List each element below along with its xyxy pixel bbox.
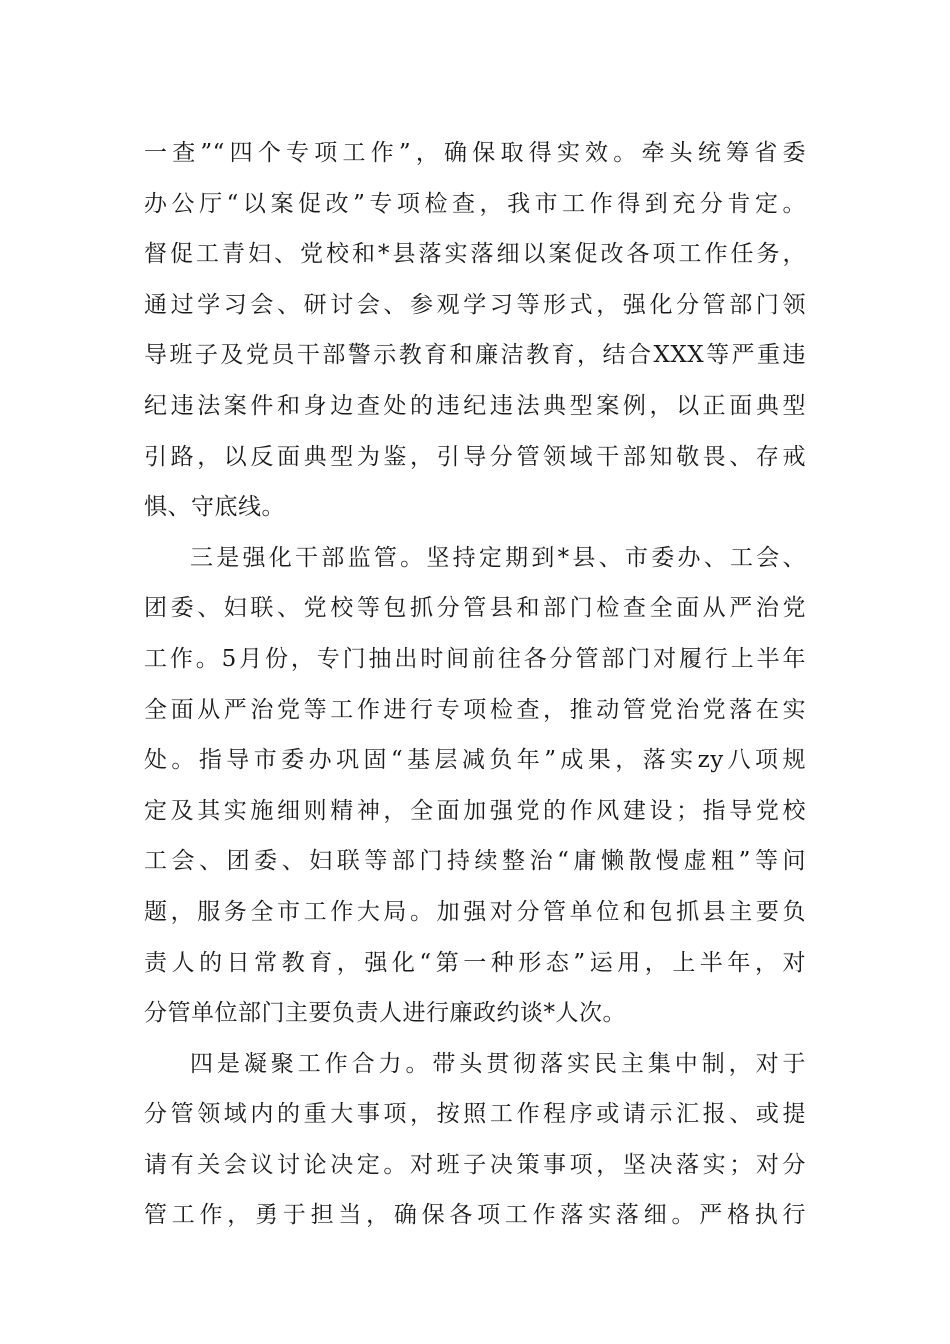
text-line: 全面从严治党等工作进行专项检查，推动管党治党落在实 bbox=[144, 696, 806, 723]
text-line: 三是强化干部监管。坚持定期到*县、市委办、工会、 bbox=[190, 544, 806, 571]
text-line: 题，服务全市工作大局。加强对分管单位和包抓县主要负 bbox=[144, 898, 806, 925]
text-line: 引路，以反面典型为鉴，引导分管领域干部知敬畏、存戒 bbox=[144, 443, 806, 470]
paragraph-work-synergy bbox=[144, 1039, 806, 1241]
text-line: 请有关会议讨论决定。对班子决策事项，坚决落实；对分 bbox=[144, 1151, 806, 1178]
text-line: 导班子及党员干部警示教育和廉洁教育，结合XXX等严重违 bbox=[144, 342, 806, 369]
text-line: 四是凝聚工作合力。带头贯彻落实民主集中制，对于 bbox=[190, 1050, 806, 1077]
text-line: 通过学习会、研讨会、参观学习等形式，强化分管部门领 bbox=[144, 291, 806, 318]
text-line: 分管单位部门主要负责人进行廉政约谈*人次。 bbox=[144, 1000, 626, 1027]
text-line: 惧、守底线。 bbox=[144, 494, 285, 521]
text-line: 督促工青妇、党校和*县落实落细以案促改各项工作任务， bbox=[144, 241, 806, 268]
text-line: 一查”“四个专项工作”，确保取得实效。牵头统筹省委 bbox=[144, 140, 806, 166]
text-line: 定及其实施细则精神，全面加强党的作风建设；指导党校 bbox=[144, 797, 806, 824]
text-line: 分管领域内的重大事项，按照工作程序或请示汇报、或提 bbox=[144, 1101, 806, 1128]
text-line: 管工作，勇于担当，确保各项工作落实落细。严格执行 bbox=[144, 1202, 806, 1229]
text-line: 团委、妇联、党校等包抓分管县和部门检查全面从严治党 bbox=[144, 595, 806, 622]
text-line: 处。指导市委办巩固“基层减负年”成果，落实zy八项规 bbox=[144, 747, 806, 774]
document-body bbox=[144, 128, 806, 1241]
text-line: 责人的日常教育，强化“第一种形态”运用，上半年，对 bbox=[144, 949, 806, 976]
text-line: 纪违法案件和身边查处的违纪违法典型案例，以正面典型 bbox=[144, 392, 806, 419]
paragraph-cadre-supervision bbox=[144, 533, 806, 1039]
text-line: 办公厅“以案促改”专项检查，我市工作得到充分肯定。 bbox=[144, 190, 806, 217]
paragraph-continued bbox=[144, 128, 806, 533]
text-line: 工会、团委、妇联等部门持续整治“庸懒散慢虚粗”等问 bbox=[144, 848, 806, 875]
text-line: 工作。5月份，专门抽出时间前往各分管部门对履行上半年 bbox=[144, 645, 806, 672]
